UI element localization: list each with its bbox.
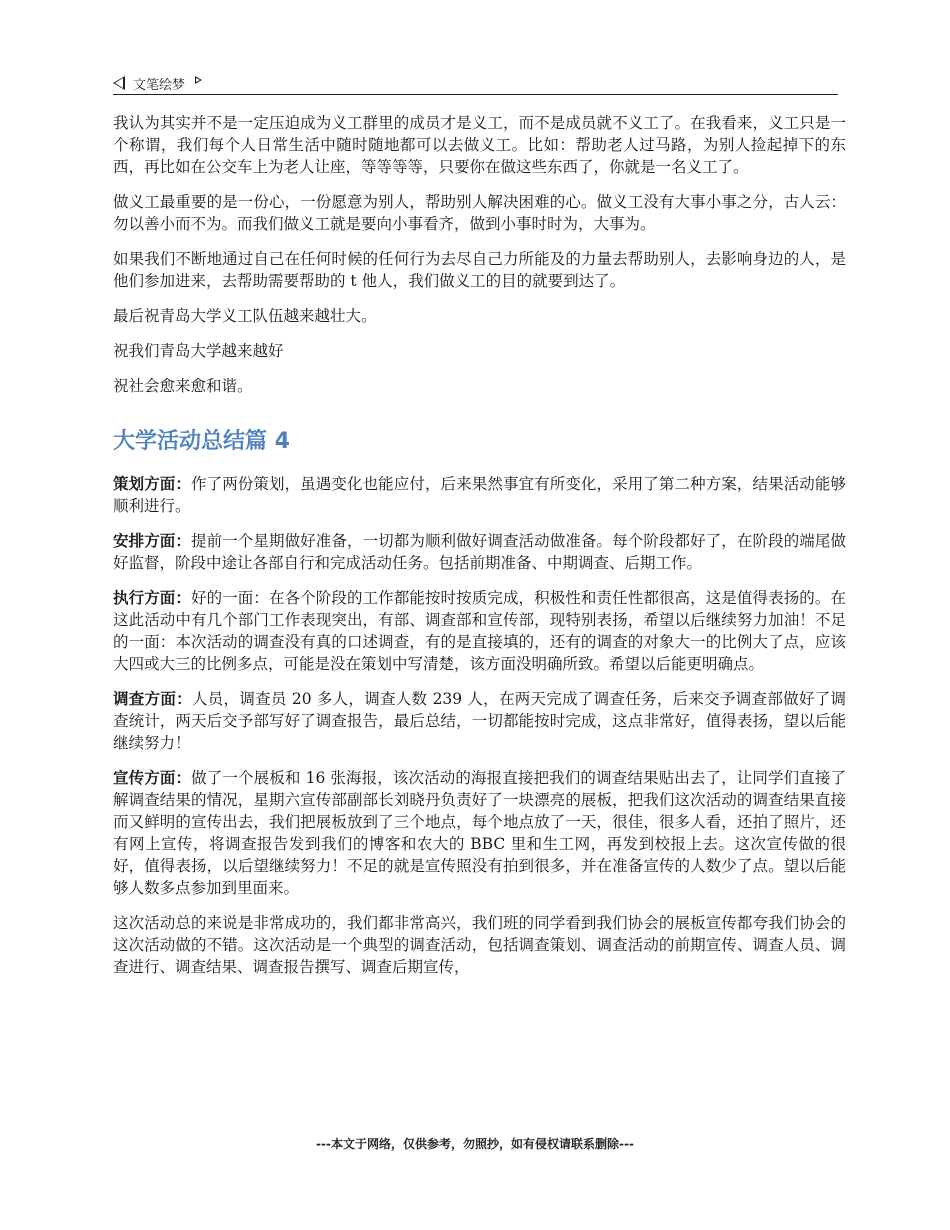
- item-text: 提前一个星期做好准备，一切都为顺利做好调查活动做准备。每个阶段都好了，在阶段的端尾做好监督，阶段中途让各部自行和完成活动任务。包括前期准备、中期调查、后期工作。: [113, 532, 846, 572]
- item-text: 作了两份策划，虽遇变化也能应付，后来果然事宜有所变化，采用了第二种方案，结果活动能够顺利进行。: [113, 475, 846, 515]
- intro-paragraph: 我认为其实并不是一定压迫成为义工群里的成员才是义工，而不是成员就不义工了。在我看来，义工只是一个称谓，我们每个人日常生活中随时随地都可以去做义工。比如：帮助老人过马路，为别人捡起掉下的东西，再比如在公交车上为老人让座，等等等等，只要你在做这些东西了，你就是一名义工了。: [113, 114, 846, 176]
- intro-paragraph: 如果我们不断地通过自己在任何时候的任何行为去尽自己力所能及的力量去帮助别人，去影响身边的人，是他们参加进来，去帮助需要帮助的 t 他人，我们做义工的目的就要到达了。: [113, 250, 846, 290]
- section-item-execution: [113, 587, 846, 675]
- item-text: 好的一面：在各个阶段的工作都能按时按质完成，积极性和责任性都很高，这是值得表扬的。在这此活动中有几个部门工作表现突出，有部、调查部和宣传部，现特别表扬，希望以后继续努力加油！不足的一面：本次活动的调查没有真的口述调查，有的是直接填的，还有的调查的对象大一的比例大了点，应该大四或大三的比例多点，可能是没在策划中写清楚，该方面没明确所致。希望以后能更明确点。: [113, 589, 846, 673]
- item-label: 安排方面：: [113, 531, 191, 550]
- section-item-planning: [113, 473, 846, 517]
- triangle-right-icon: [195, 76, 202, 84]
- intro-paragraph: 做义工最重要的是一份心，一份愿意为别人，帮助别人解决困难的心。做义工没有大事小事之分，古人云：勿以善小而不为。而我们做义工就是要向小事看齐，做到小事时时为，大事为。: [113, 193, 846, 233]
- triangle-left-icon: [113, 76, 125, 90]
- section-item-arrangement: [113, 530, 846, 574]
- document-body: [113, 112, 846, 991]
- item-label: 宣传方面：: [113, 768, 192, 787]
- section-item-survey: [113, 688, 846, 754]
- item-text: 人员，调查员 20 多人，调查人数 239 人，在两天完成了调查任务，后来交予调查部做好了调查统计，两天后交予部写好了调查报告，最后总结，一切都能按时完成，这点非常好，值得表扬，望以后能继续努力！: [113, 690, 846, 752]
- section-item-publicity: [113, 767, 846, 899]
- closing-paragraph: 这次活动总的来说是非常成功的，我们都非常高兴，我们班的同学看到我们协会的展板宣传都夸我们协会的这次活动做的不错。这次活动是一个典型的调查活动，包括调查策划、调查活动的前期宣传、调查人员、调查进行、调查结果、调查报告撰写、调查后期宣传，: [113, 914, 846, 976]
- intro-paragraph: 祝我们青岛大学越来越好: [113, 342, 284, 360]
- intro-paragraph: 最后祝青岛大学义工队伍越来越壮大。: [113, 307, 377, 325]
- item-label: 策划方面：: [113, 474, 191, 493]
- section-heading: 大学活动总结篇 4: [113, 429, 290, 454]
- item-label: 执行方面：: [113, 588, 191, 607]
- page-header: [113, 72, 838, 95]
- page-footer: ---本文于网络，仅供参考，勿照抄，如有侵权请联系删除---: [316, 1137, 634, 1151]
- item-text: 做了一个展板和 16 张海报，该次活动的海报直接把我们的调查结果贴出去了，让同学们直接了解调查结果的情况，星期六宣传部副部长刘晓丹负责好了一块漂亮的展板，把我们这次活动的调查结果直接而又鲜明的宣传出去，我们把展板放到了三个地点，每个地点放了一天，很佳，很多人看，还拍了照片，还有网上宣传，将调查报告发到我们的博客和农大的 BBC 里和生工网，再发到校报上去。这次宣传做的很好，值得表扬，以后望继续努力！不足的就是宣传照没有拍到很多，并在准备宣传的人数少了点。望以后能够人数多点参加到里面来。: [113, 769, 846, 897]
- header-title: 文笔绘梦: [133, 77, 186, 93]
- intro-paragraph: 祝社会愈来愈和谐。: [113, 377, 253, 395]
- item-label: 调查方面：: [113, 689, 192, 708]
